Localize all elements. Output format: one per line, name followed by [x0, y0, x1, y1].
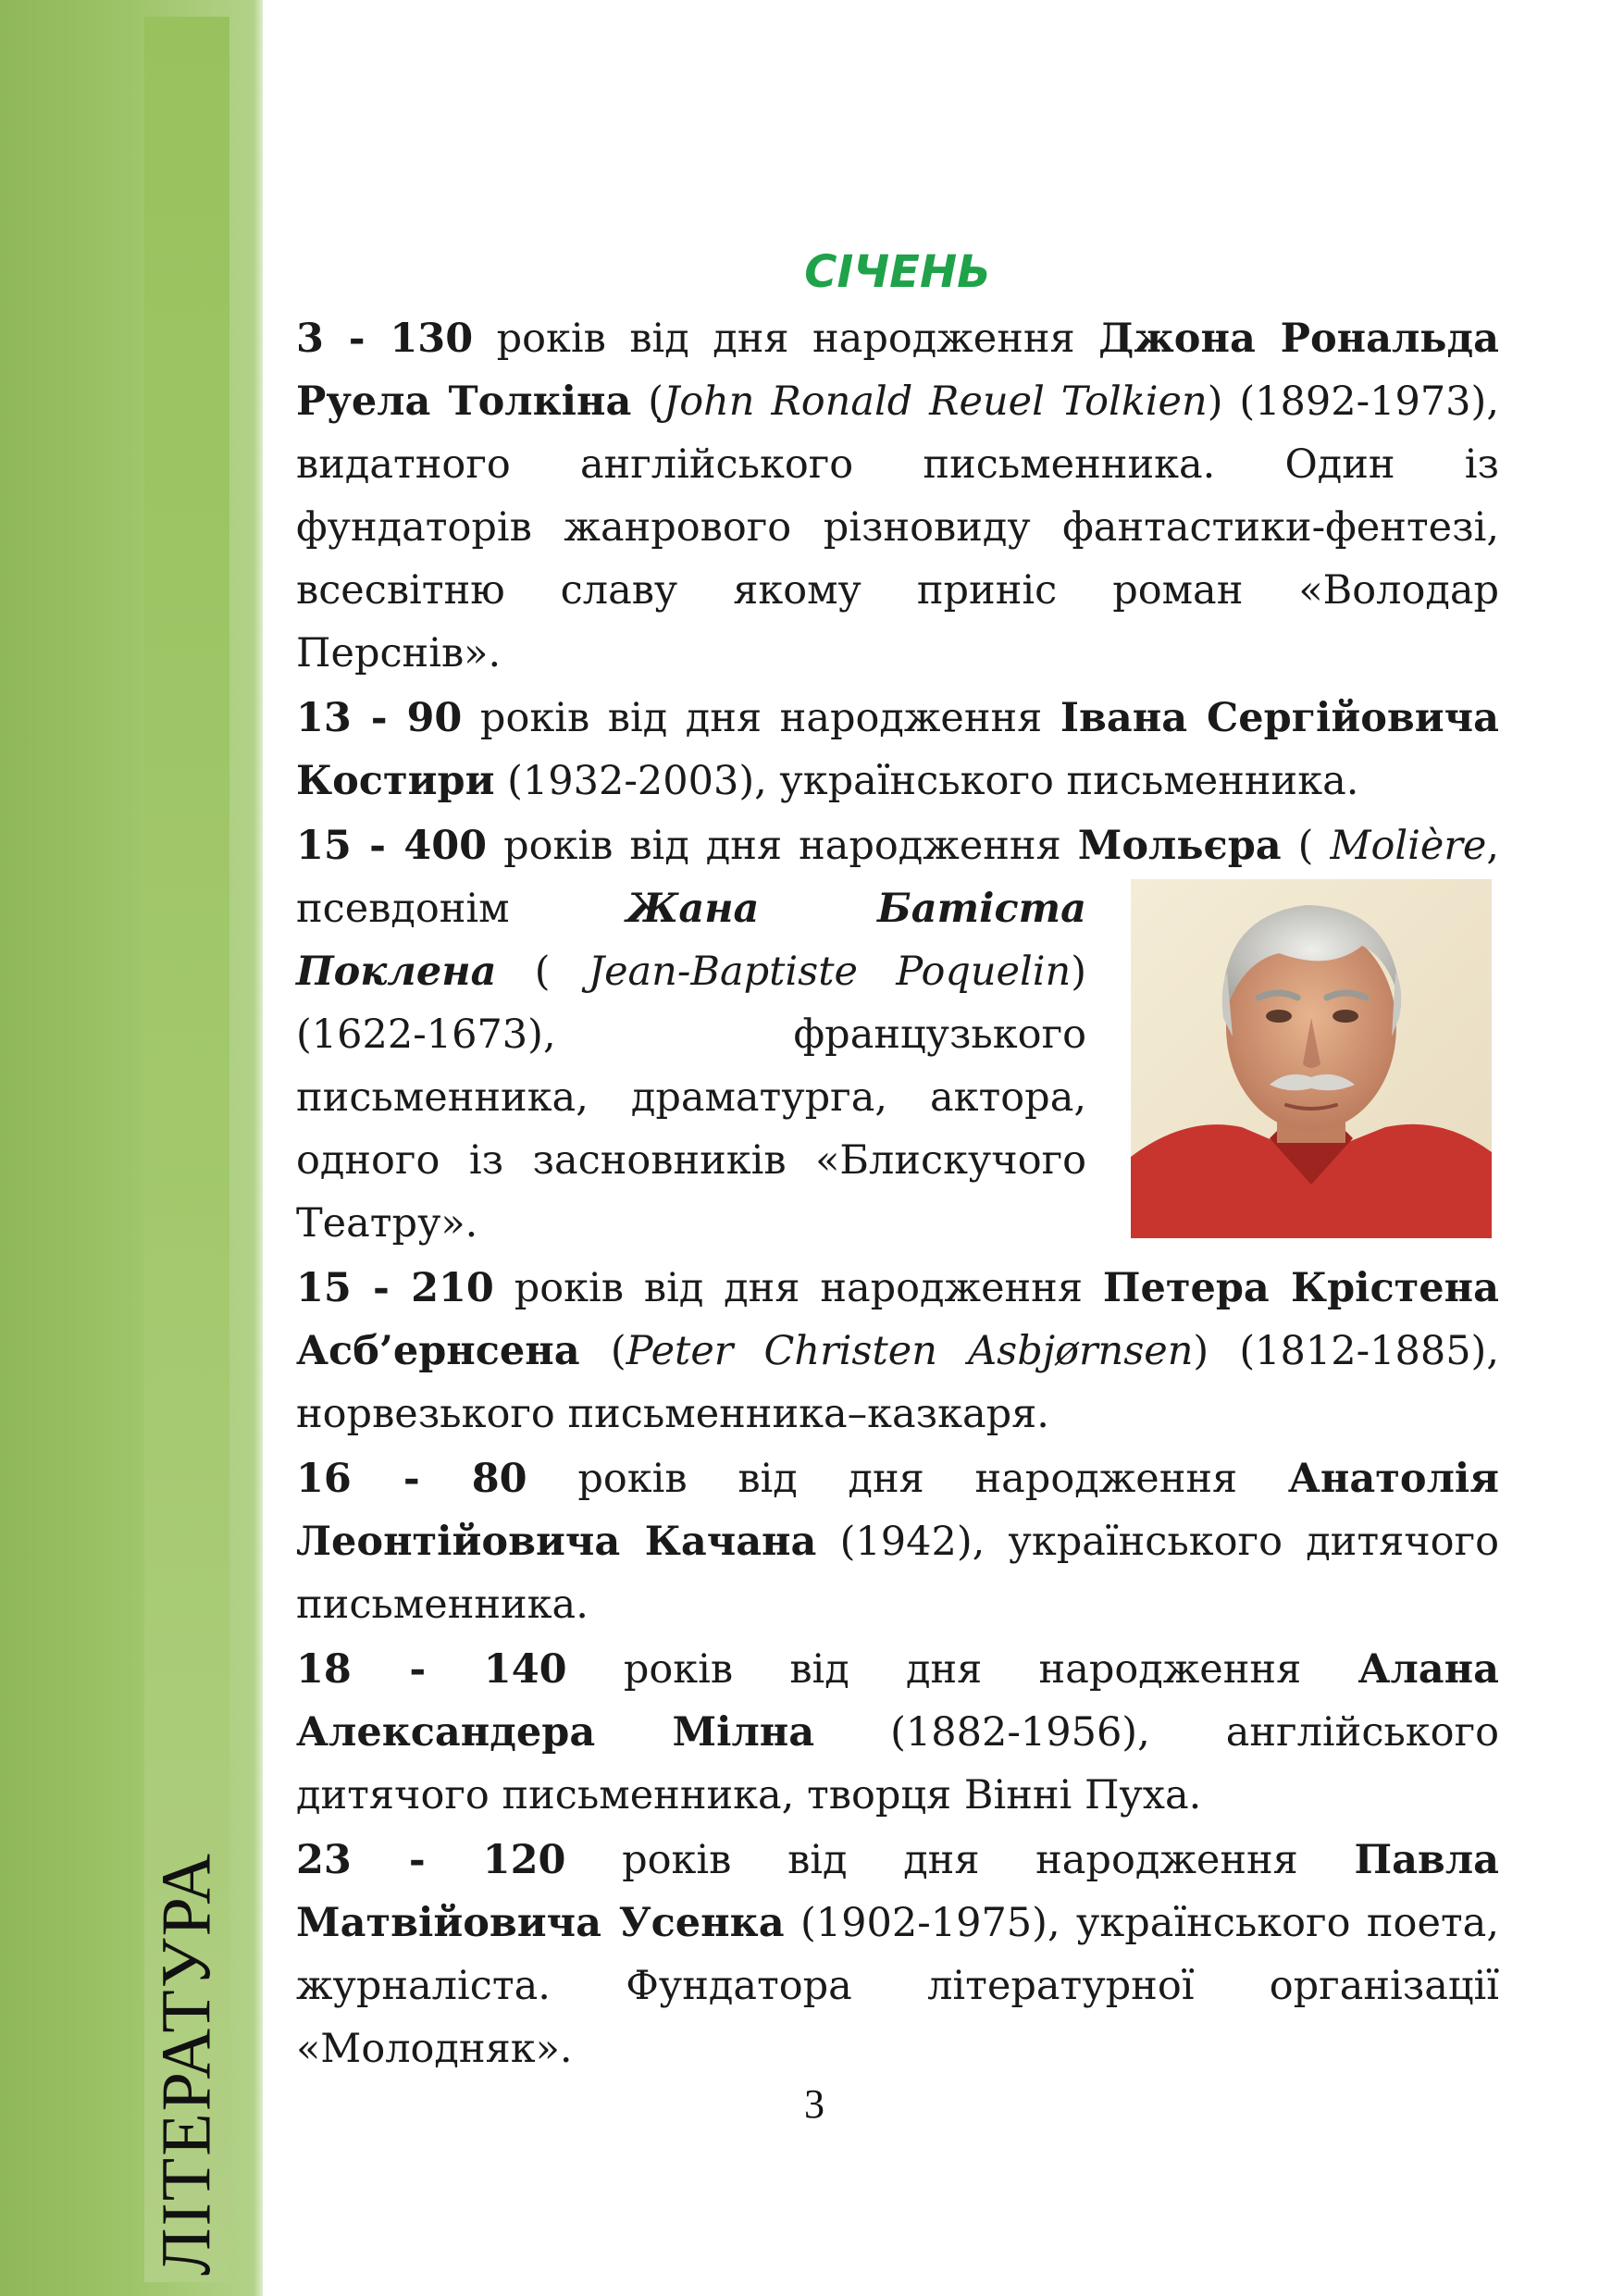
- entry-date: 16 - 80: [296, 1456, 527, 1502]
- person-name: Джона Рональда Руела Толкіна: [296, 316, 1499, 425]
- portrait-photo: [1131, 879, 1492, 1238]
- entry-date: 3 - 130: [296, 316, 474, 362]
- original-name: Jean-Baptiste Poquelin: [588, 949, 1072, 995]
- person-name: Мольєра: [1077, 823, 1282, 869]
- portrait-illustration: [1131, 879, 1492, 1238]
- person-name: Алана Александера Мілна: [296, 1646, 1499, 1756]
- entry-asbjornsen: 15 - 210 років від дня народження Петера Крістена Асб’ернсена (Peter Christen Asbjørnsen) (1812-1885), норвезького письменника–казкаря.: [296, 1265, 1499, 1437]
- entry-date: 13 - 90: [296, 695, 463, 741]
- entry-date: 18 - 140: [296, 1646, 567, 1693]
- entry-kostyra: 13 - 90 років від дня народження Івана Сергійовича Костири (1932-2003), українського письменника.: [296, 695, 1500, 804]
- entry-date: 15 - 400: [296, 823, 488, 869]
- entry-tolkien: 3 - 130 років від дня народження Джона Рональда Руела Толкіна (John Ronald Reuel Tolkien) (1892-1973), видатного англійського письменника. Один із фундаторів жанрового різновиду фантастики-фентезі, всесвітню славу якому приніс роман «Володар Перснів».: [296, 316, 1499, 676]
- original-name: John Ronald Reuel Tolkien: [663, 379, 1208, 425]
- month-title: СІЧЕНЬ: [804, 246, 991, 298]
- person-name: Анатолія Леонтійовича Качана: [296, 1456, 1499, 1565]
- page-number: 3: [804, 2081, 824, 2127]
- entry-moliere: 15 - 400 років від дня народження Мольєра ( Molière, псевдонім Жана Батіста Поклена ( Jean-Baptiste Poquelin) (1622-1673), французького письменника, драматурга, актора, одного із засновників «Блискучого Театру».: [296, 823, 1499, 1247]
- original-name: Peter Christen Asbjørnsen: [626, 1328, 1194, 1374]
- calendar-content: [296, 242, 1499, 2082]
- person-name: Павла Матвійовича Усенка: [296, 1837, 1499, 1946]
- original-name: Molière: [1330, 823, 1487, 869]
- entry-date: 15 - 210: [296, 1265, 494, 1311]
- entry-milne: 18 - 140 років від дня народження Алана Александера Мілна (1882-1956), англійського дитячого письменника, творця Вінні Пуха.: [296, 1646, 1499, 1818]
- entry-date: 23 - 120: [296, 1837, 566, 1883]
- pseudonym-name: Жана Батіста Поклена: [296, 886, 1086, 995]
- person-name: Івана Сергійовича Костири: [296, 695, 1500, 804]
- sidebar-section-label: ЛІТЕРАТУРА: [147, 1851, 226, 2277]
- person-name: Петера Крістена Асб’ернсена: [296, 1265, 1499, 1374]
- entry-usenko: 23 - 120 років від дня народження Павла Матвійовича Усенка (1902-1975), українського поета, журналіста. Фундатора літературної організації «Молодняк».: [296, 1837, 1499, 2072]
- entry-kachan: 16 - 80 років від дня народження Анатолія Леонтійовича Качана (1942), українського дитячого письменника.: [296, 1456, 1499, 1628]
